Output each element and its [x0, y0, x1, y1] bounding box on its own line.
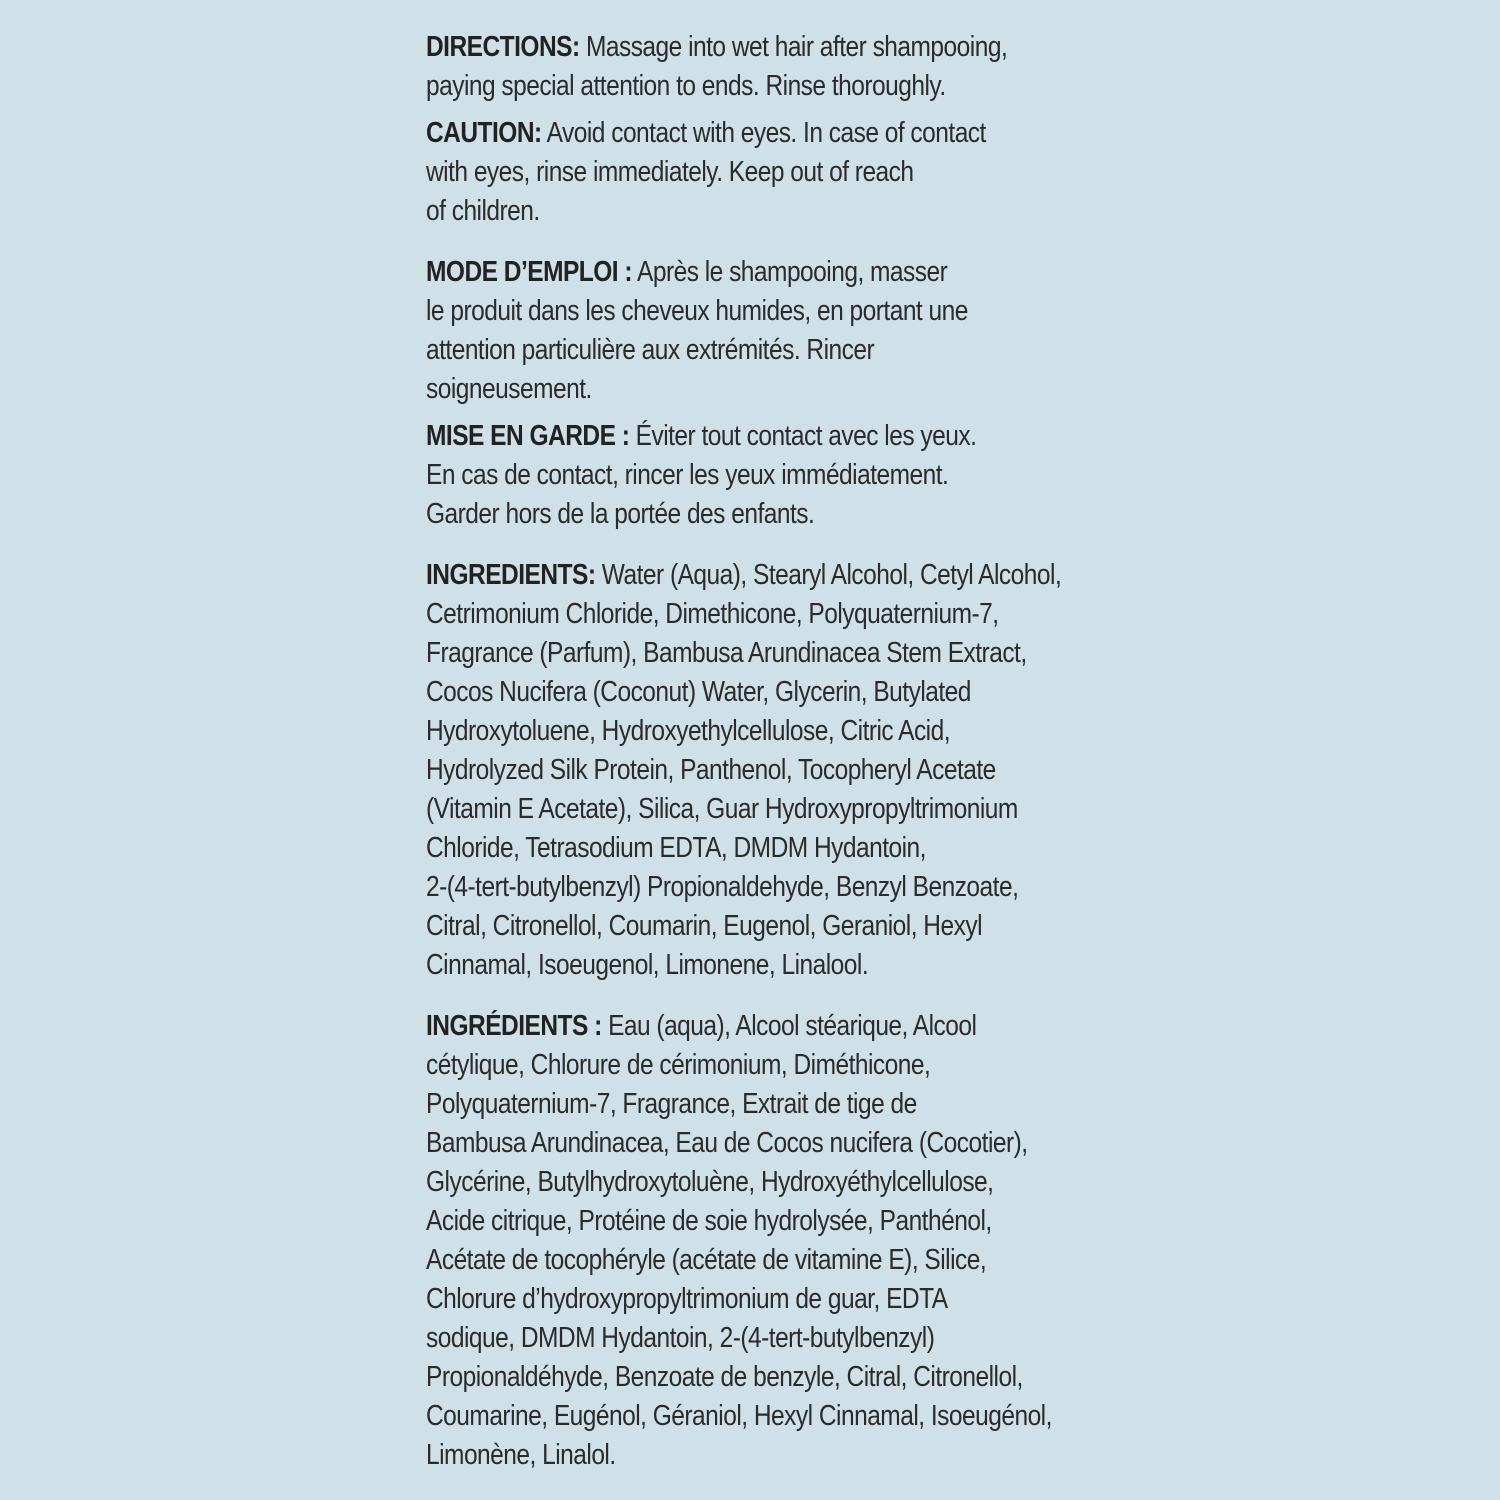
mode-emploi-line: soigneusement.	[426, 373, 592, 405]
mise-en-garde-section	[426, 417, 1088, 534]
mode-emploi-first-line-text: Après le shampooing, masser	[632, 256, 948, 288]
ingredients-fr-line: Glycérine, Butylhydroxytoluène, Hydroxyéthylcellulose,	[426, 1166, 994, 1198]
caution-line: with eyes, rinse immediately. Keep out of reach	[426, 156, 914, 188]
directions-first-line-text: Massage into wet hair after shampooing,	[579, 31, 1008, 63]
directions-heading: DIRECTIONS:	[426, 31, 580, 63]
mode-emploi-line: le produit dans les cheveux humides, en portant une	[426, 295, 968, 327]
mode-emploi-heading: MODE D’EMPLOI :	[426, 256, 633, 288]
ingredients-fr-line: Coumarine, Eugénol, Géraniol, Hexyl Cinnamal, Isoeugénol,	[426, 1400, 1052, 1432]
ingredients-en-heading: INGREDIENTS:	[426, 559, 596, 591]
caution-first-line-text: Avoid contact with eyes. In case of contact	[541, 117, 986, 149]
caution-heading: CAUTION:	[426, 117, 542, 149]
ingredients-fr-line: sodique, DMDM Hydantoin, 2-(4-tert-butylbenzyl)	[426, 1322, 935, 1354]
ingredients-fr-line: Chlorure d’hydroxypropyltrimonium de guar, EDTA	[426, 1283, 948, 1315]
ingredients-en-first-line-text: Water (Aqua), Stearyl Alcohol, Cetyl Alcohol,	[595, 559, 1062, 591]
caution-line: of children.	[426, 195, 540, 227]
ingredients-en-line: Cetrimonium Chloride, Dimethicone, Polyquaternium-7,	[426, 598, 999, 630]
caution-first-line	[426, 114, 1088, 153]
ingredients-en-line: (Vitamin E Acetate), Silica, Guar Hydroxypropyltrimonium	[426, 793, 1018, 825]
ingredients-en-section	[426, 556, 1088, 985]
ingredients-fr-section	[426, 1007, 1088, 1475]
ingredients-en-line: Citral, Citronellol, Coumarin, Eugenol, Geraniol, Hexyl	[426, 910, 983, 942]
ingredients-en-first-line	[426, 556, 1088, 595]
ingredients-fr-line: Limonène, Linalol.	[426, 1439, 616, 1471]
ingredients-fr-line: Acide citrique, Protéine de soie hydrolysée, Panthénol,	[426, 1205, 992, 1237]
caution-section	[426, 114, 1088, 231]
mise-en-garde-first-line-text: Éviter tout contact avec les yeux.	[629, 420, 977, 452]
ingredients-en-line: Cinnamal, Isoeugenol, Limonene, Linalool.	[426, 949, 869, 981]
product-label-text	[426, 28, 1086, 1475]
ingredients-en-line: Cocos Nucifera (Coconut) Water, Glycerin, Butylated	[426, 676, 971, 708]
ingredients-fr-line: Bambusa Arundinacea, Eau de Cocos nucifera (Cocotier),	[426, 1127, 1028, 1159]
ingredients-en-line: Chloride, Tetrasodium EDTA, DMDM Hydantoin,	[426, 832, 926, 864]
mode-emploi-first-line	[426, 253, 1088, 292]
ingredients-en-line: 2-(4-tert-butylbenzyl) Propionaldehyde, Benzyl Benzoate,	[426, 871, 1019, 903]
ingredients-en-line: Fragrance (Parfum), Bambusa Arundinacea Stem Extract,	[426, 637, 1027, 669]
mode-emploi-line: attention particulière aux extrémités. Rincer	[426, 334, 875, 366]
mise-en-garde-line: Garder hors de la portée des enfants.	[426, 498, 815, 530]
mise-en-garde-heading: MISE EN GARDE :	[426, 420, 630, 452]
ingredients-fr-heading: INGRÉDIENTS :	[426, 1010, 602, 1042]
ingredients-fr-first-line	[426, 1007, 1088, 1046]
mode-emploi-section	[426, 253, 1088, 409]
ingredients-fr-line: cétylique, Chlorure de cérimonium, Diméthicone,	[426, 1049, 931, 1081]
directions-section	[426, 28, 1088, 106]
ingredients-fr-line: Propionaldéhyde, Benzoate de benzyle, Citral, Citronellol,	[426, 1361, 1023, 1393]
ingredients-en-line: Hydrolyzed Silk Protein, Panthenol, Tocopheryl Acetate	[426, 754, 996, 786]
ingredients-fr-line: Acétate de tocophéryle (acétate de vitamine E), Silice,	[426, 1244, 987, 1276]
ingredients-en-line: Hydroxytoluene, Hydroxyethylcellulose, Citric Acid,	[426, 715, 951, 747]
directions-first-line	[426, 28, 1088, 67]
mise-en-garde-line: En cas de contact, rincer les yeux immédiatement.	[426, 459, 949, 491]
ingredients-fr-first-line-text: Eau (aqua), Alcool stéarique, Alcool	[601, 1010, 977, 1042]
directions-line: paying special attention to ends. Rinse thoroughly.	[426, 70, 946, 102]
ingredients-fr-line: Polyquaternium-7, Fragrance, Extrait de tige de	[426, 1088, 917, 1120]
mise-en-garde-first-line	[426, 417, 1088, 456]
